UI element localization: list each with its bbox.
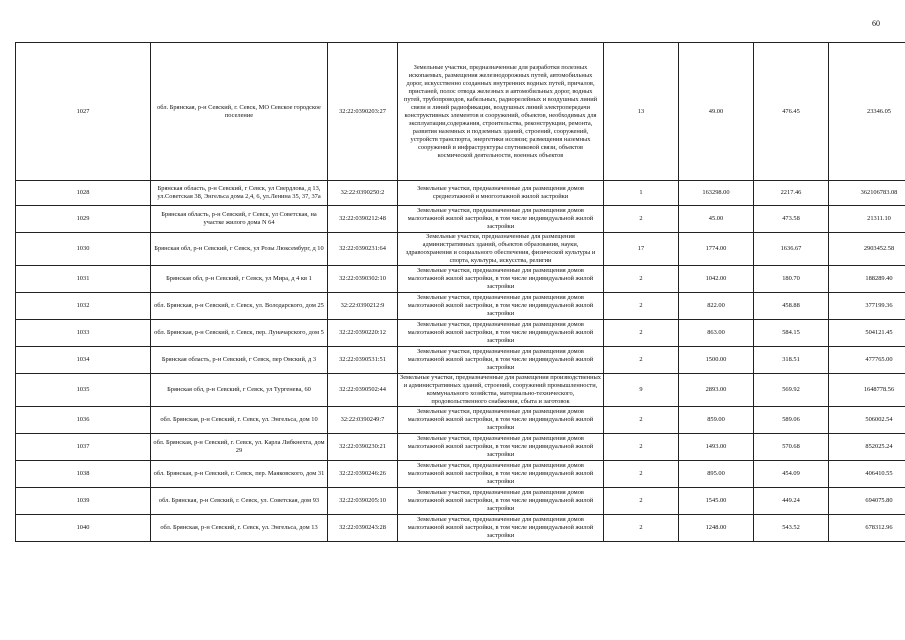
specific-value-cell: 570.68 bbox=[754, 434, 829, 461]
use-group-cell: 2 bbox=[604, 488, 679, 515]
use-group-cell: 1 bbox=[604, 181, 679, 206]
address-cell: обл. Брянская, р-н Севский, г. Севск, пер. Маяковского, дом 31 bbox=[151, 461, 328, 488]
table-row bbox=[16, 434, 905, 461]
use-group-cell: 2 bbox=[604, 461, 679, 488]
specific-value-cell: 180.70 bbox=[754, 266, 829, 293]
row-number: 1029 bbox=[16, 206, 151, 233]
use-group-cell: 2 bbox=[604, 407, 679, 434]
area-cell: 1500.00 bbox=[679, 347, 754, 374]
row-number: 1034 bbox=[16, 347, 151, 374]
row-number: 1037 bbox=[16, 434, 151, 461]
row-number: 1033 bbox=[16, 320, 151, 347]
use-group-cell: 2 bbox=[604, 434, 679, 461]
area-cell: 1493.00 bbox=[679, 434, 754, 461]
cadastral-number-cell: 32:22:0390502:44 bbox=[328, 374, 398, 407]
address-cell: обл. Брянская, р-н Севский, г. Севск, ул. Энгельса, дом 13 bbox=[151, 515, 328, 542]
use-group-cell: 13 bbox=[604, 43, 679, 181]
permitted-use-cell: Земельные участки, предназначенные для размещения домов среднеэтажной и многоэтажной жилой застройки bbox=[398, 181, 604, 206]
address-cell: обл. Брянская, р-н Севский, г. Севск, ул. Советская, дом 93 bbox=[151, 488, 328, 515]
row-number: 1030 bbox=[16, 233, 151, 266]
permitted-use-cell: Земельные участки, предназначенные для размещения административных зданий, объектов образования, науки, здравоохранения и социального обеспечения, физической культуры и спорта, культуры, искусства, религии bbox=[398, 233, 604, 266]
address-cell: обл. Брянская, р-н Севский, г. Севск, ул. Карла Либкнехта, дом 29 bbox=[151, 434, 328, 461]
specific-value-cell: 589.06 bbox=[754, 407, 829, 434]
cadastral-number-cell: 32:22:0390203:27 bbox=[328, 43, 398, 181]
use-group-cell: 2 bbox=[604, 320, 679, 347]
area-cell: 49.00 bbox=[679, 43, 754, 181]
cadastral-value-cell: 188289.40 bbox=[829, 266, 905, 293]
area-cell: 1545.00 bbox=[679, 488, 754, 515]
permitted-use-cell: Земельные участки, предназначенные для размещения домов малоэтажной жилой застройки, в том числе индивидуальной жилой застройки bbox=[398, 488, 604, 515]
permitted-use-cell: Земельные участки, предназначенные для размещения домов малоэтажной жилой застройки, в том числе индивидуальной жилой застройки bbox=[398, 347, 604, 374]
table-row bbox=[16, 43, 905, 181]
address-cell: Брянская обл, р-н Севский, г Севск, ул Розы Люксембург, д 10 bbox=[151, 233, 328, 266]
table-row bbox=[16, 233, 905, 266]
row-number: 1035 bbox=[16, 374, 151, 407]
address-cell: Брянская область, р-н Севский, г Севск, пер Омский, д 3 bbox=[151, 347, 328, 374]
table-row bbox=[16, 293, 905, 320]
area-cell: 822.00 bbox=[679, 293, 754, 320]
address-cell: Брянская обл, р-н Севский, г Севск, ул Тургенева, 60 bbox=[151, 374, 328, 407]
cadastral-number-cell: 32:22:0390231:64 bbox=[328, 233, 398, 266]
cadastral-value-cell: 21311.10 bbox=[829, 206, 905, 233]
specific-value-cell: 473.58 bbox=[754, 206, 829, 233]
row-number: 1039 bbox=[16, 488, 151, 515]
permitted-use-cell: Земельные участки, предназначенные для размещения производственных и административных зданий, строений, сооружений промышленности, коммунального хозяйства, материально-технического, продовольственного снабжения, сбыта и заготовок bbox=[398, 374, 604, 407]
address-cell: обл. Брянская, р-н Севский, г. Севск, пер. Луначарского, дом 5 bbox=[151, 320, 328, 347]
permitted-use-cell: Земельные участки, предназначенные для размещения домов малоэтажной жилой застройки, в том числе индивидуальной жилой застройки bbox=[398, 293, 604, 320]
specific-value-cell: 569.92 bbox=[754, 374, 829, 407]
cadastral-number-cell: 32:22:0390212:48 bbox=[328, 206, 398, 233]
cadastral-value-cell: 2903452.58 bbox=[829, 233, 905, 266]
row-number: 1040 bbox=[16, 515, 151, 542]
use-group-cell: 2 bbox=[604, 266, 679, 293]
area-cell: 1248.00 bbox=[679, 515, 754, 542]
address-cell: Брянская область, р-н Севский, г Севск, ул Свердлова, д 13, ул.Советская 38, Энгельса дома 2,4, 6, ул.Ленина 35, 37, 37а bbox=[151, 181, 328, 206]
table-row bbox=[16, 515, 905, 542]
cadastral-value-cell: 504121.45 bbox=[829, 320, 905, 347]
specific-value-cell: 454.09 bbox=[754, 461, 829, 488]
table-row bbox=[16, 206, 905, 233]
cadastral-value-cell: 852025.24 bbox=[829, 434, 905, 461]
cadastral-value-cell: 477765.00 bbox=[829, 347, 905, 374]
table-row bbox=[16, 407, 905, 434]
row-number: 1036 bbox=[16, 407, 151, 434]
cadastral-number-cell: 32:22:0390230:21 bbox=[328, 434, 398, 461]
land-plot-table bbox=[15, 42, 905, 542]
cadastral-value-cell: 694075.80 bbox=[829, 488, 905, 515]
specific-value-cell: 458.88 bbox=[754, 293, 829, 320]
area-cell: 45.00 bbox=[679, 206, 754, 233]
cadastral-number-cell: 32:22:0390246:26 bbox=[328, 461, 398, 488]
cadastral-value-cell: 406410.55 bbox=[829, 461, 905, 488]
table-row bbox=[16, 374, 905, 407]
table-row bbox=[16, 488, 905, 515]
table-row bbox=[16, 347, 905, 374]
specific-value-cell: 584.15 bbox=[754, 320, 829, 347]
cadastral-value-cell: 506002.54 bbox=[829, 407, 905, 434]
use-group-cell: 2 bbox=[604, 515, 679, 542]
cadastral-number-cell: 32:22:0390250:2 bbox=[328, 181, 398, 206]
table-row bbox=[16, 320, 905, 347]
address-cell: обл. Брянская, р-н Севский, г. Севск, МО Севское городское поселение bbox=[151, 43, 328, 181]
use-group-cell: 2 bbox=[604, 206, 679, 233]
area-cell: 163298.00 bbox=[679, 181, 754, 206]
cadastral-value-cell: 377199.36 bbox=[829, 293, 905, 320]
specific-value-cell: 476.45 bbox=[754, 43, 829, 181]
use-group-cell: 2 bbox=[604, 347, 679, 374]
area-cell: 1042.00 bbox=[679, 266, 754, 293]
page-number: 60 bbox=[872, 19, 880, 28]
specific-value-cell: 543.52 bbox=[754, 515, 829, 542]
table-row bbox=[16, 181, 905, 206]
cadastral-value-cell: 1648778.56 bbox=[829, 374, 905, 407]
address-cell: Брянская область, р-н Севский, г Севск, ул Советская, на участке жилого дома N 64 bbox=[151, 206, 328, 233]
area-cell: 1774.00 bbox=[679, 233, 754, 266]
cadastral-number-cell: 32:22:0390212:9 bbox=[328, 293, 398, 320]
address-cell: обл. Брянская, р-н Севский, г. Севск, ул. Володарского, дом 25 bbox=[151, 293, 328, 320]
use-group-cell: 9 bbox=[604, 374, 679, 407]
cadastral-number-cell: 32:22:0390302:10 bbox=[328, 266, 398, 293]
table-row bbox=[16, 461, 905, 488]
area-cell: 859.00 bbox=[679, 407, 754, 434]
address-cell: обл. Брянская, р-н Севский, г. Севск, ул. Энгельса, дом 10 bbox=[151, 407, 328, 434]
permitted-use-cell: Земельные участки, предназначенные для размещения домов малоэтажной жилой застройки, в том числе индивидуальной жилой застройки bbox=[398, 461, 604, 488]
specific-value-cell: 318.51 bbox=[754, 347, 829, 374]
cadastral-number-cell: 32:22:0390220:12 bbox=[328, 320, 398, 347]
row-number: 1027 bbox=[16, 43, 151, 181]
permitted-use-cell: Земельные участки, предназначенные для размещения домов малоэтажной жилой застройки, в том числе индивидуальной жилой застройки bbox=[398, 206, 604, 233]
area-cell: 2893.00 bbox=[679, 374, 754, 407]
specific-value-cell: 449.24 bbox=[754, 488, 829, 515]
permitted-use-cell: Земельные участки, предназначенные для разработки полезных ископаемых, размещения железнодорожных путей, автомобильных дорог, искусственно созданных внутренних водных путей, причалов, пристаней, полос отвода железных и автомобильных дорог, водных путей, трубопроводов, кабельных, радиорелейных и воздушных линий связи и линий радиофикации, воздушных линий электропередачи конструктивных элементов и сооружений, объектов, необходимых для эксплуатации,содержания, строительства, реконструкции, ремонта, развития наземных и подземных зданий, строений, сооружений, устройств транспорта, энергетики иссвязи; размещения наземных сооружений и инфраструктуры спутниковой связи, объектов космической деятельности, военных объектов bbox=[398, 43, 604, 181]
cadastral-value-cell: 678312.96 bbox=[829, 515, 905, 542]
table-row bbox=[16, 266, 905, 293]
cadastral-value-cell: 362106783.08 bbox=[829, 181, 905, 206]
permitted-use-cell: Земельные участки, предназначенные для размещения домов малоэтажной жилой застройки, в том числе индивидуальной жилой застройки bbox=[398, 407, 604, 434]
cadastral-number-cell: 32:22:0390205:10 bbox=[328, 488, 398, 515]
specific-value-cell: 1636.67 bbox=[754, 233, 829, 266]
area-cell: 895.00 bbox=[679, 461, 754, 488]
cadastral-number-cell: 32:22:0390249:7 bbox=[328, 407, 398, 434]
specific-value-cell: 2217.46 bbox=[754, 181, 829, 206]
use-group-cell: 17 bbox=[604, 233, 679, 266]
row-number: 1032 bbox=[16, 293, 151, 320]
address-cell: Брянская обл, р-н Севский, г Севск, ул Мира, д 4 кв 1 bbox=[151, 266, 328, 293]
permitted-use-cell: Земельные участки, предназначенные для размещения домов малоэтажной жилой застройки, в том числе индивидуальной жилой застройки bbox=[398, 434, 604, 461]
permitted-use-cell: Земельные участки, предназначенные для размещения домов малоэтажной жилой застройки, в том числе индивидуальной жилой застройки bbox=[398, 266, 604, 293]
permitted-use-cell: Земельные участки, предназначенные для размещения домов малоэтажной жилой застройки, в том числе индивидуальной жилой застройки bbox=[398, 320, 604, 347]
use-group-cell: 2 bbox=[604, 293, 679, 320]
row-number: 1031 bbox=[16, 266, 151, 293]
cadastral-number-cell: 32:22:0390243:28 bbox=[328, 515, 398, 542]
cadastral-number-cell: 32:22:0390531:51 bbox=[328, 347, 398, 374]
permitted-use-cell: Земельные участки, предназначенные для размещения домов малоэтажной жилой застройки, в том числе индивидуальной жилой застройки bbox=[398, 515, 604, 542]
cadastral-value-cell: 23346.05 bbox=[829, 43, 905, 181]
row-number: 1028 bbox=[16, 181, 151, 206]
row-number: 1038 bbox=[16, 461, 151, 488]
area-cell: 863.00 bbox=[679, 320, 754, 347]
